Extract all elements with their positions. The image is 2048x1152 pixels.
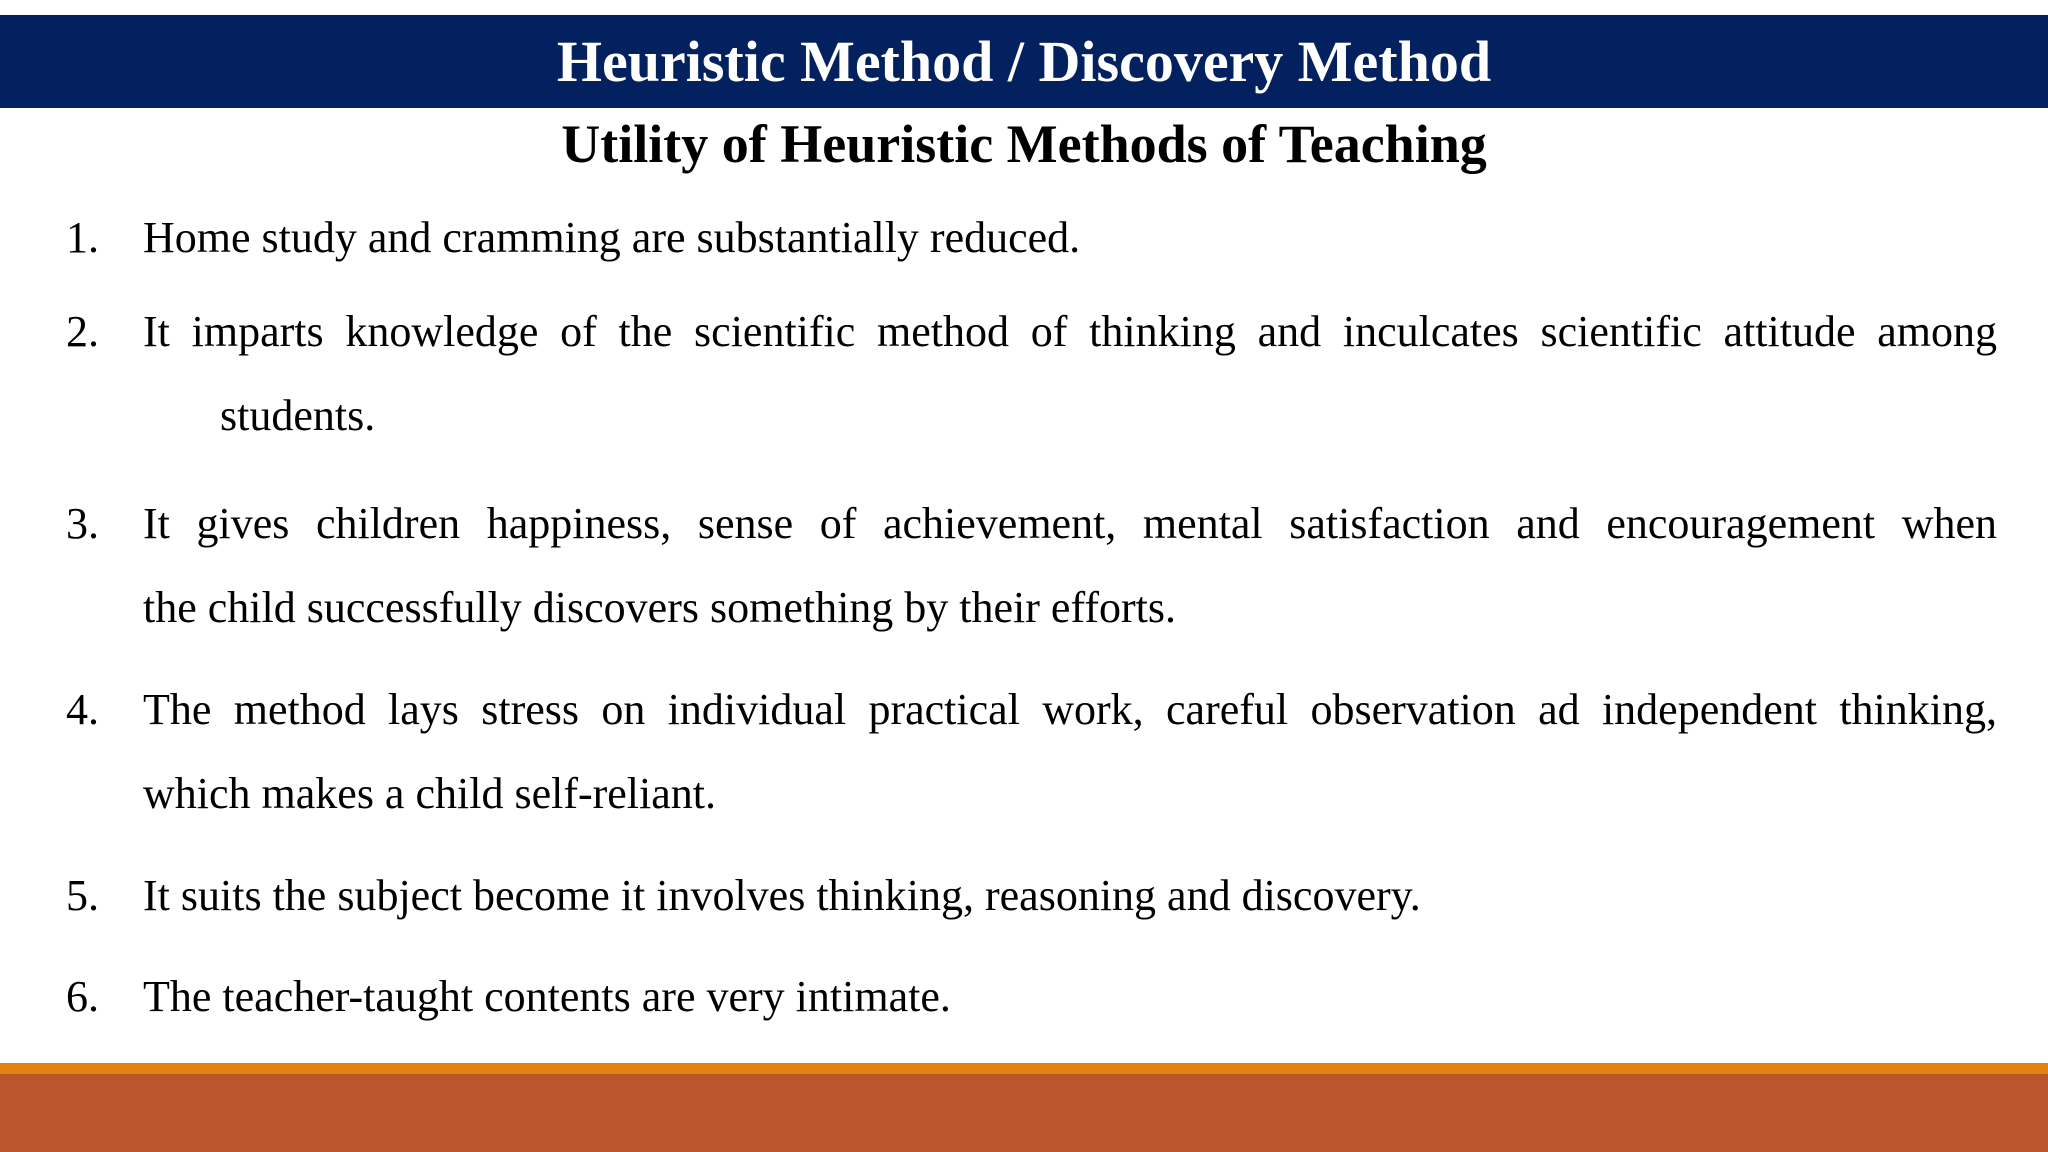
list-item-line: The method lays stress on individual practical work, careful observation ad independent thinking, [143,685,1997,734]
list-item-number: 6. [66,972,99,1021]
list-item-line: the child successfully discovers something by their efforts. [143,583,1176,632]
footer-accent-stripe [0,1063,2048,1074]
list-item-text [143,196,1997,280]
list-item-line: which makes a child self-reliant. [143,769,717,818]
list-item-text [143,955,1997,1039]
list-item-text [143,668,1997,836]
list-item-text [143,290,1997,458]
list-item-number: 1. [66,213,99,262]
list-item-number: 3. [66,499,99,548]
list-item-line: It imparts knowledge of the scientific method of thinking and inculcates scientific attitude among [143,307,1997,356]
list-item-line: The teacher-taught contents are very intimate. [143,972,951,1021]
slide-subtitle: Utility of Heuristic Methods of Teaching [561,114,1487,174]
list-item-line: It gives children happiness, sense of achievement, mental satisfaction and encouragement when [143,499,1997,548]
list-item-number: 4. [66,685,99,734]
footer-bar [0,1074,2048,1152]
list-item-text [143,482,1997,650]
list-item-line: students. [220,391,376,440]
list-item-text [143,854,1997,938]
list-item-line: Home study and cramming are substantially reduced. [143,213,1081,262]
list-item-number: 5. [66,871,99,920]
list-item-line: It suits the subject become it involves thinking, reasoning and discovery. [143,871,1421,920]
slide-title: Heuristic Method / Discovery Method [556,29,1492,94]
list-item-number: 2. [66,307,99,356]
